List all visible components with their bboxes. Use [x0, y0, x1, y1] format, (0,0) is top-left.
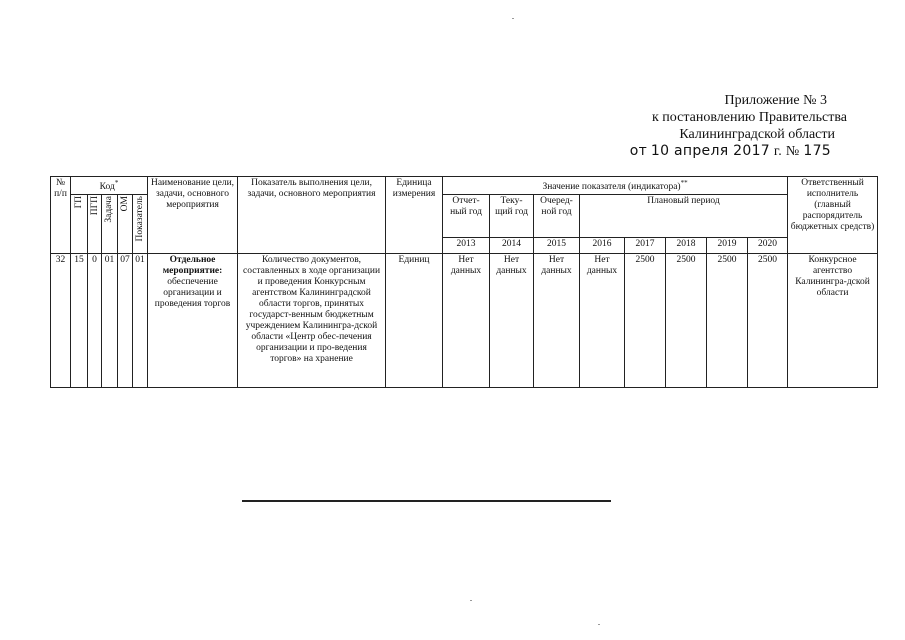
year-cell: 2020 [748, 238, 788, 254]
row-value: 2500 [625, 254, 666, 388]
row-code-om: 07 [118, 254, 133, 388]
header-num: № п/п [51, 177, 71, 254]
scan-speck [598, 624, 600, 625]
row-unit: Единиц [386, 254, 443, 388]
header-current-year: Теку-щий год [490, 195, 534, 238]
header-unit: Единица измерения [386, 177, 443, 254]
row-name: Отдельное мероприятие: обеспечение организации и проведения торгов [148, 254, 238, 388]
row-code-pgp: 0 [88, 254, 102, 388]
header-code-indicator: Показатель [133, 195, 148, 254]
appendix-date-line [630, 143, 847, 160]
appendix-title: Приложение № 3 [724, 93, 827, 108]
appendix-line-2: к постановлению Правительства [651, 110, 847, 125]
scan-speck [470, 600, 472, 601]
header-plan-period: Плановый период [580, 195, 788, 238]
date-mid: г. № [773, 144, 800, 159]
header-report-year: Отчет-ный год [443, 195, 490, 238]
header-next-year: Очеред-ной год [534, 195, 580, 238]
header-code-task: Задача [102, 195, 118, 254]
date-prefix: от [629, 143, 648, 159]
row-value: Нет данных [534, 254, 580, 388]
row-code-gp: 15 [71, 254, 88, 388]
header-row-1 [51, 177, 878, 195]
row-code-indicator: 01 [133, 254, 148, 388]
table-row [51, 254, 878, 388]
row-value: 2500 [666, 254, 707, 388]
resolution-number: 175 [803, 143, 831, 159]
header-code-om: ОМ [118, 195, 133, 254]
row-value: 2500 [707, 254, 748, 388]
appendix-header [630, 92, 847, 160]
header-code-pgp: ПГП [88, 195, 102, 254]
year-cell: 2019 [707, 238, 748, 254]
date-value: 10 апреля 2017 [650, 143, 771, 159]
year-cell: 2013 [443, 238, 490, 254]
row-value: Нет данных [580, 254, 625, 388]
header-value: Значение показателя (индикатора)** [443, 177, 788, 195]
separator-line [242, 500, 611, 502]
year-cell: 2015 [534, 238, 580, 254]
row-num: 32 [51, 254, 71, 388]
row-responsible: Конкурсное агентство Калинингра-дской области [788, 254, 878, 388]
year-cell: 2016 [580, 238, 625, 254]
year-cell: 2017 [625, 238, 666, 254]
row-value: Нет данных [443, 254, 490, 388]
year-cell: 2018 [666, 238, 707, 254]
header-responsible: Ответственный исполнитель (главный распорядитель бюджетных средств) [788, 177, 878, 254]
header-code-gp: ГП [71, 195, 88, 254]
indicators-table [50, 176, 878, 388]
header-indicator: Показатель выполнения цели, задачи, основного мероприятия [238, 177, 386, 254]
row-code-task: 01 [102, 254, 118, 388]
row-value: 2500 [748, 254, 788, 388]
row-indicator: Количество документов, составленных в ходе организации и проведения Конкурсным агентством Калининградской области торгов, принятых государст-венным бюджетным учреждением Калинингра-дской области «Центр обес-печения организации и про-ведения торгов» на хранение [238, 254, 386, 388]
header-code: Код* [71, 177, 148, 195]
header-name: Наименование цели, задачи, основного мероприятия [148, 177, 238, 254]
year-cell: 2014 [490, 238, 534, 254]
row-value: Нет данных [490, 254, 534, 388]
scan-speck [512, 18, 514, 19]
appendix-line-3: Калининградской области [679, 127, 835, 142]
